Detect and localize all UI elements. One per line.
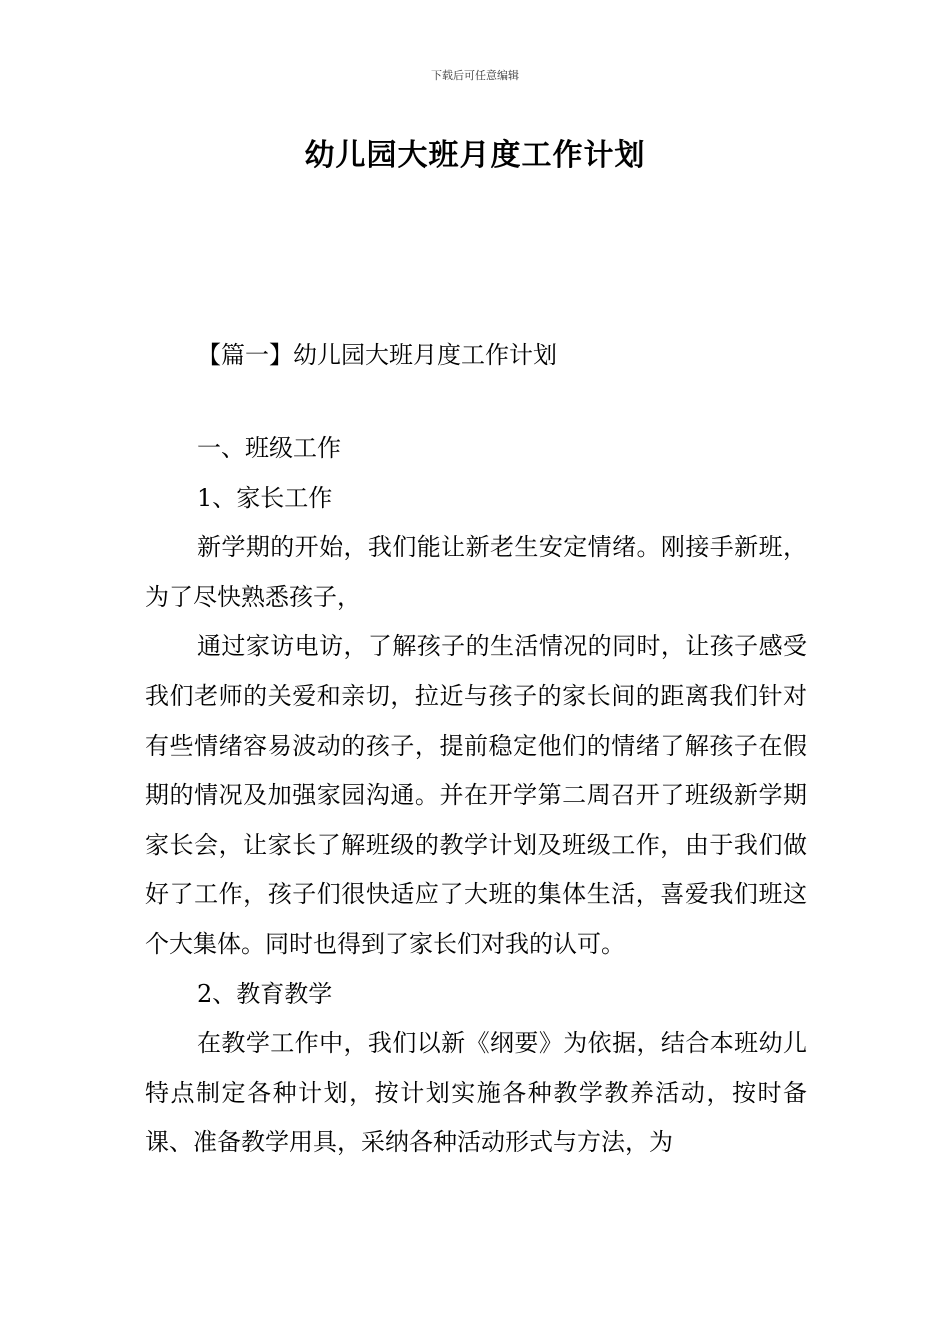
paragraph-home-visits: 通过家访电访，了解孩子的生活情况的同时，让孩子感受我们老师的关爱和亲切，拉近与孩子的家长间的距离我们针对有些情绪容易波动的孩子，提前稳定他们的情绪了解孩子在假期的情况及加强家园沟通。并在开学第二周召开了班级新学期家长会，让家长了解班级的教学计划及班级工作，由于我们做好了工作，孩子们很快适应了大班的集体生活，喜爱我们班这个大集体。同时也得到了家长们对我的认可。 xyxy=(145,632,807,958)
heading-parent-work: 1、家长工作 xyxy=(197,483,333,512)
paragraph-teaching: 在教学工作中，我们以新《纲要》为依据，结合本班幼儿特点制定各种计划，按计划实施各种教学教养活动，按时备课、准备教学用具，采纳各种活动形式与方法，为 xyxy=(145,1029,807,1157)
document-body xyxy=(145,424,807,1168)
download-note: 下载后可任意编辑 xyxy=(431,69,519,82)
section-title: 【篇一】幼儿园大班月度工作计划 xyxy=(197,341,557,369)
paragraph-new-term: 新学期的开始，我们能让新老生安定情绪。刚接手新班，为了尽快熟悉孩子， xyxy=(145,533,807,611)
heading-class-work: 一、班级工作 xyxy=(197,434,341,462)
heading-teaching: 2、教育教学 xyxy=(197,979,333,1008)
document-title: 幼儿园大班月度工作计划 xyxy=(304,138,646,173)
